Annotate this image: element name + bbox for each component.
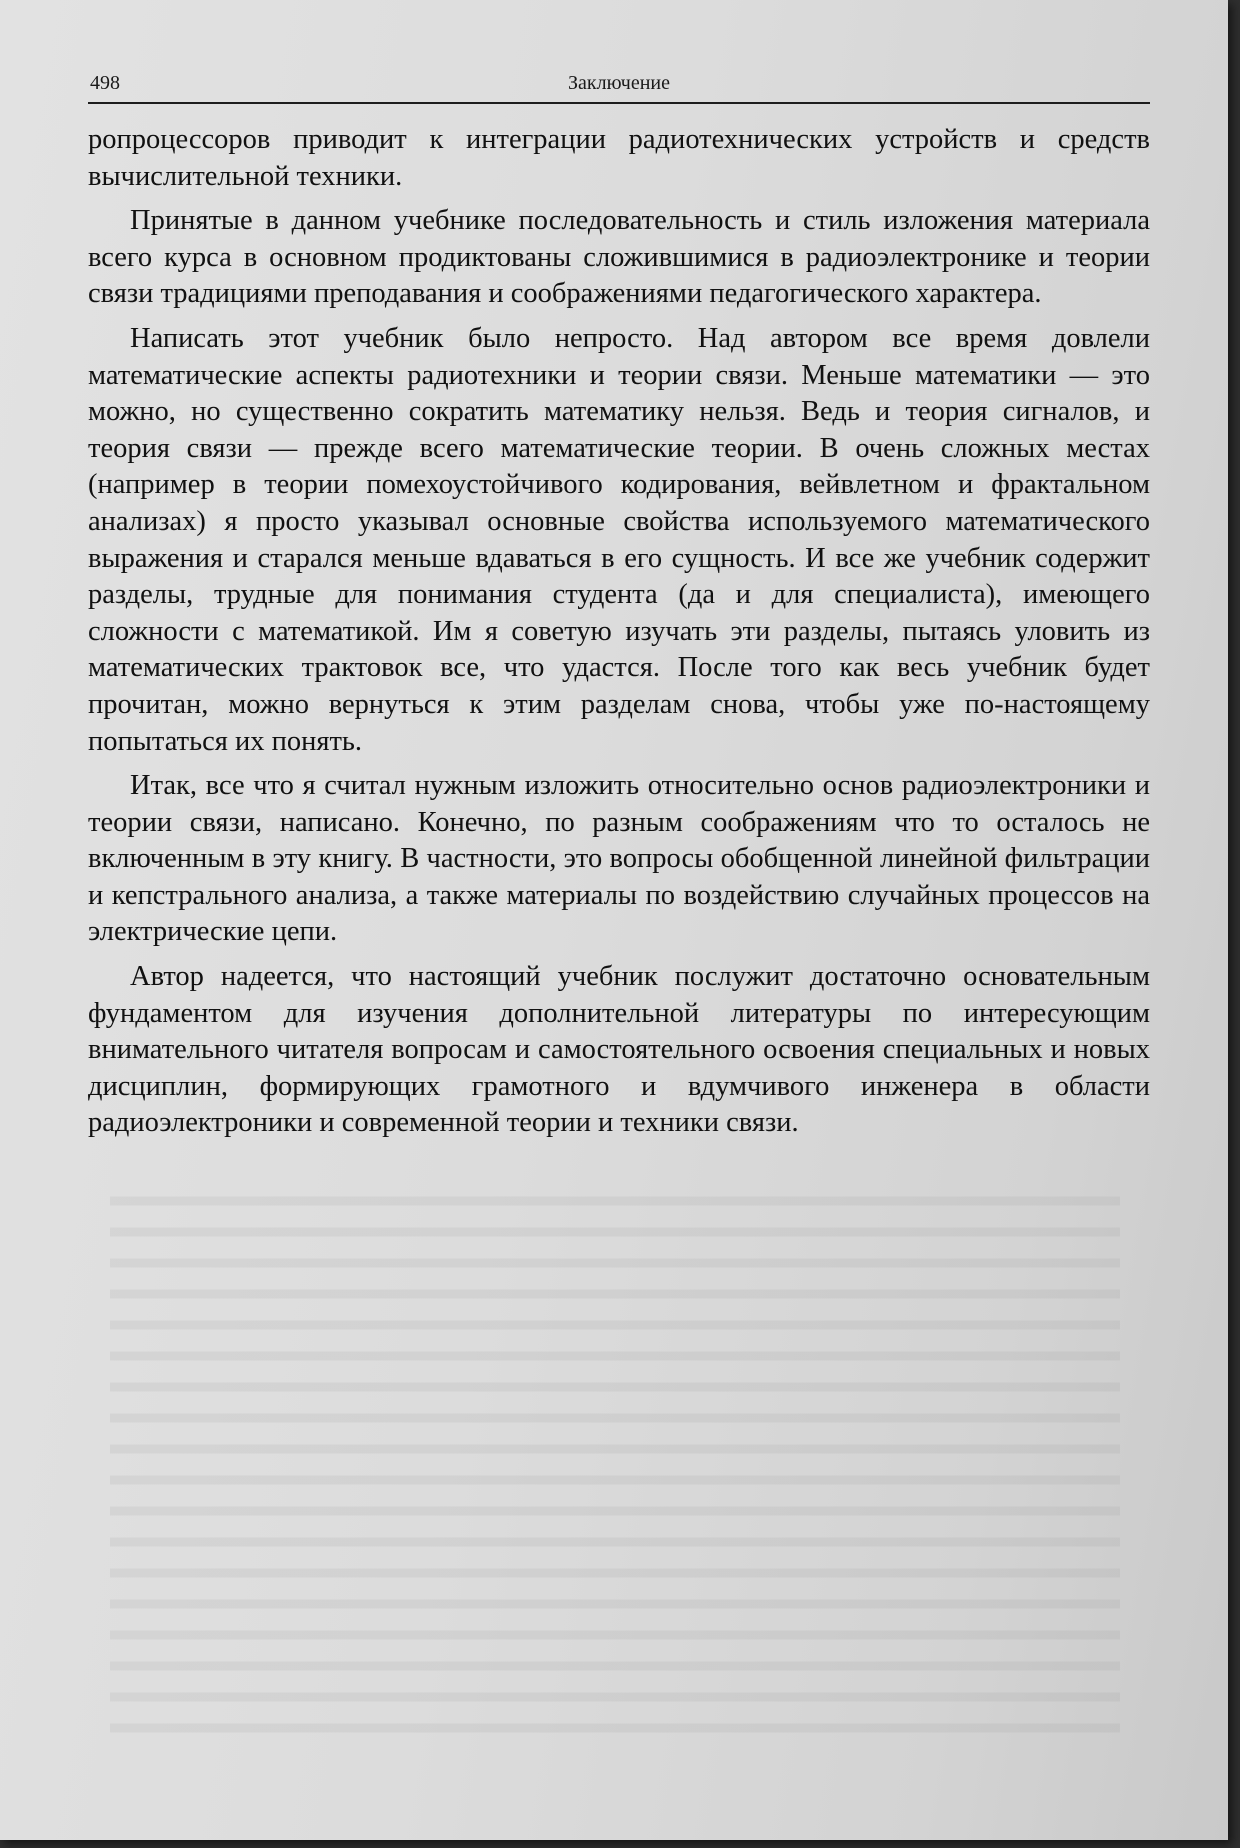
page-header: [88, 72, 1150, 104]
paragraph: Автор надеется, что настоящий учебник послужит достаточно основательным фундаментом для изучения дополнительной литературы по интересующим внимательного читателя вопросам и самостоятельного освоения специальных и новых дисциплин, формирующих грамотного и вдумчивого инженера в области радиоэлектроники и современной теории и техники связи.: [88, 961, 1150, 1139]
paragraph: Итак, все что я считал нужным изложить относительно основ радиоэлектроники и теории связи, написано. Конечно, по разным соображениям что то осталось не включенным в эту книгу. В частности, это вопросы обобщенной линейной фильтрации и кепстрального анализа, а также материалы по воздействию случайных процессов на электрические цепи.: [88, 770, 1150, 948]
show-through-texture: [110, 1180, 1120, 1740]
paragraph: Принятые в данном учебнике последовательность и стиль изложения материала всего курса в основном продиктованы сложившимися в радиоэлектронике и теории связи традициями преподавания и соображениями педагогического характера.: [88, 205, 1150, 310]
running-title: Заключение: [568, 72, 670, 94]
paragraph: Написать этот учебник было непросто. Над автором все время довлели математические аспекты радиотехники и теории связи. Меньше математики — это можно, но существенно сократить математику нельзя. Ведь и теория сигналов, и теория связи — прежде всего математические теории. В очень сложных местах (например в теории помехоустойчивого кодирования, вейвлетном и фрактальном анализах) я просто указывал основные свойства используемого математического выражения и старался меньше вдаваться в его сущность. И все же учебник содержит разделы, трудные для понимания студента (да и для специалиста), имеющего сложности с математикой. Им я советую изучать эти разделы, пытаясь уловить из математических трактовок все, что удастся. После того как весь учебник будет прочитан, можно вернуться к этим разделам снова, чтобы уже по-настоящему попытаться их понять.: [88, 322, 1150, 757]
paragraph-continued: ропроцессоров приводит к интеграции радиотехнических устройств и средств вычислительной техники.: [88, 124, 1150, 192]
page-number: 498: [90, 72, 120, 94]
body-text: [88, 122, 1150, 1150]
